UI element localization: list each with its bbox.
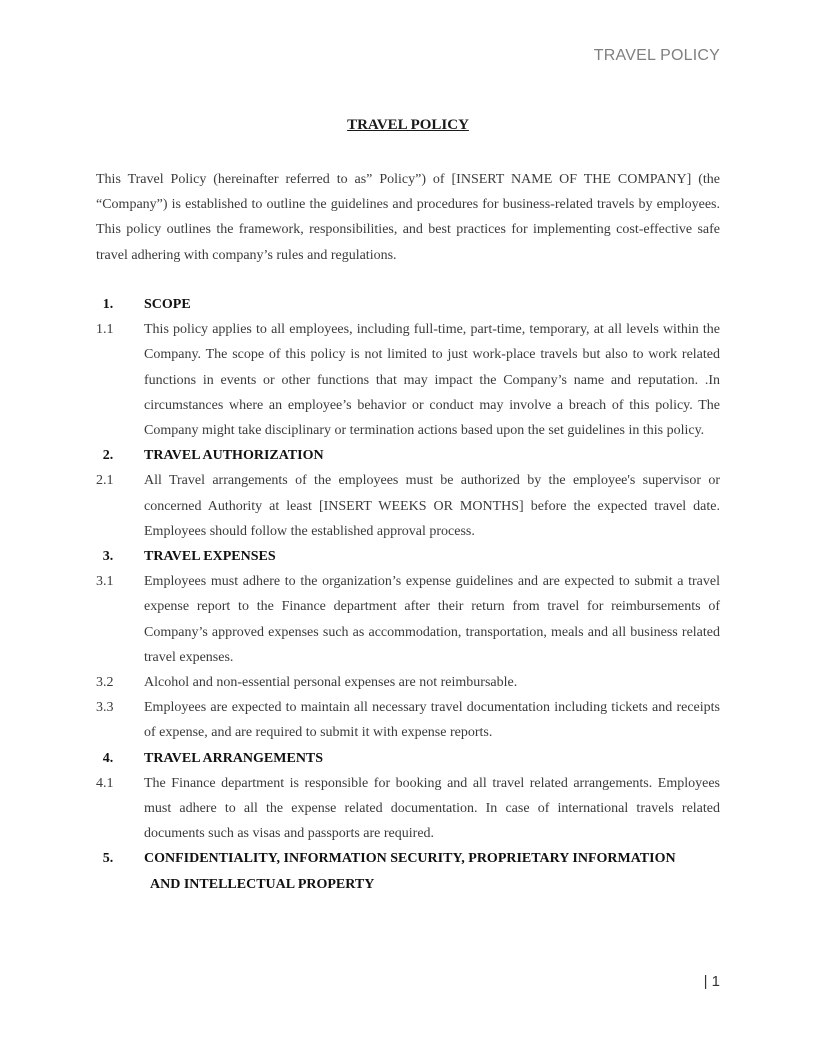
intro-paragraph: This Travel Policy (hereinafter referred to as” Policy”) of [INSERT NAME OF THE COMPANY] (the “Company”) is established to outline the guidelines and procedures for business-related travels by employees. This policy outlines the framework, responsibilities, and best practices for implementing cost-effective safe travel adhering with company’s rules and regulations. [96,172,720,263]
section-heading [96,746,720,771]
clause-text: Alcohol and non-essential personal expenses are not reimbursable. [144,675,518,691]
clause-text: Employees must adhere to the organization’s expense guidelines and are expected to submit a travel expense report to the Finance department after their return from travel for reimbursements of Company’s approved expenses such as accommodation, transportation, meals and all business related travel expenses. [144,574,720,665]
clause [96,695,720,745]
section-heading [96,846,720,896]
section-number: 2. [102,448,114,464]
page-header: TRAVEL POLICY [593,47,720,64]
clause-number: 2.1 [96,473,114,489]
clause [96,317,720,443]
section-title-line-1: CONFIDENTIALITY, INFORMATION SECURITY, PROPRIETARY INFORMATION [144,851,676,867]
page-number: | 1 [703,973,720,990]
clause-number: 4.1 [96,775,114,791]
section-heading [96,292,720,317]
clause-number: 3.2 [96,675,114,691]
clause-text: The Finance department is responsible for booking and all travel related arrangements. Employees must adhere to all the expense related documentation. In case of international travels related documents such as visas and passports are required. [144,775,720,842]
section-title-line-2: AND INTELLECTUAL PROPERTY [150,876,375,892]
clause [96,771,720,847]
section-number: 5. [102,851,114,867]
section-title: TRAVEL EXPENSES [144,549,276,565]
clause [96,569,720,670]
clause-text: This policy applies to all employees, including full-time, part-time, temporary, at all levels within the Company. The scope of this policy is not limited to just work-place travels but also to work related functions in events or other functions that may impact the Company’s name and reputation. .In circumstances where an employee’s behavior or conduct may involve a breach of this policy. The Company might take disciplinary or termination actions based upon the set guidelines in this policy. [144,322,720,439]
section-number: 3. [102,549,114,565]
section-number: 4. [102,750,114,766]
clause [96,468,720,544]
clause [96,670,720,695]
clause-number: 3.3 [96,700,114,716]
clause-text: All Travel arrangements of the employees must be authorized by the employee's supervisor or concerned Authority at least [INSERT WEEKS OR MONTHS] before the expected travel date. Employees should follow the established approval process. [144,473,720,539]
section-heading [96,544,720,569]
clause-number: 3.1 [96,574,114,590]
section-number: 1. [102,297,114,312]
section-title: TRAVEL AUTHORIZATION [144,448,324,464]
clause-text: Employees are expected to maintain all necessary travel documentation including tickets and receipts of expense, and are required to submit it with expense reports. [144,700,720,741]
section-title: TRAVEL ARRANGEMENTS [144,750,324,766]
section-heading [96,443,720,468]
section-title: SCOPE [144,297,191,312]
clause-number: 1.1 [96,322,114,338]
document-title: TRAVEL POLICY [347,117,469,133]
section-title [144,846,720,896]
policy-body [96,292,720,897]
